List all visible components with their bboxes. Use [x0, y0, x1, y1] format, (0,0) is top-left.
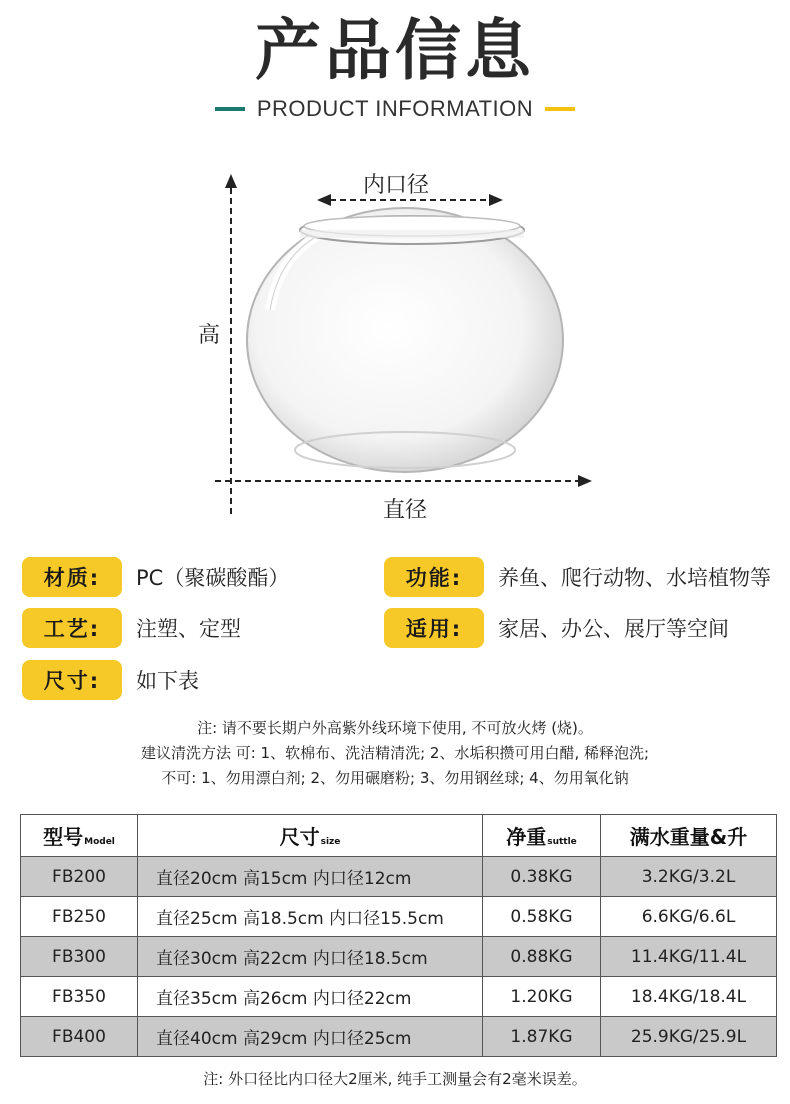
cell-size: 直径25cm 高18.5cm 内口径15.5cm	[138, 897, 483, 937]
table-row	[21, 1017, 777, 1057]
spec-size	[22, 660, 199, 700]
cell-net-weight: 0.88KG	[483, 937, 601, 977]
cell-net-weight: 1.20KG	[483, 977, 601, 1017]
care-notes	[0, 716, 790, 791]
size-value: 如下表	[136, 669, 199, 693]
subtitle-row	[0, 94, 790, 124]
cell-full-weight: 3.2KG/3.2L	[601, 857, 777, 897]
table-row	[21, 977, 777, 1017]
table-row	[21, 857, 777, 897]
column-header-model: 型号Model	[21, 815, 138, 857]
diameter-dimension-line	[215, 475, 592, 487]
material-value: PC（聚碳酸酯）	[136, 566, 290, 590]
page-title: 产品信息	[255, 12, 535, 89]
cell-full-weight: 6.6KG/6.6L	[601, 897, 777, 937]
process-pill: 工艺:	[22, 608, 122, 648]
table-row	[21, 897, 777, 937]
footer-note: 注: 外口径比内口径大2厘米, 纯手工测量会有2毫米误差。	[203, 1070, 587, 1088]
size-pill: 尺寸:	[22, 660, 122, 700]
cell-net-weight: 0.38KG	[483, 857, 601, 897]
cell-net-weight: 0.58KG	[483, 897, 601, 937]
cell-model: FB350	[21, 977, 138, 1017]
cell-full-weight: 11.4KG/11.4L	[601, 937, 777, 977]
column-header-size: 尺寸size	[138, 815, 483, 857]
care-note-line: 建议清洗方法 可: 1、软棉布、洗洁精清洗; 2、水垢积攒可用白醋, 稀释泡洗;	[140, 744, 650, 762]
cell-size: 直径35cm 高26cm 内口径22cm	[138, 977, 483, 1017]
teal-accent-bar	[215, 107, 245, 111]
cell-size: 直径20cm 高15cm 内口径12cm	[138, 857, 483, 897]
cell-full-weight: 25.9KG/25.9L	[601, 1017, 777, 1057]
care-note-line: 不可: 1、勿用漂白剂; 2、勿用碾磨粉; 3、勿用钢丝球; 4、勿用氧化钠	[161, 769, 629, 787]
table-header-row	[21, 815, 777, 857]
spec-usage	[384, 608, 729, 648]
column-header-full-weight: 满水重量&升	[601, 815, 777, 857]
function-value: 养鱼、爬行动物、水培植物等	[498, 566, 771, 590]
cell-size: 直径40cm 高29cm 内口径25cm	[138, 1017, 483, 1057]
cell-model: FB400	[21, 1017, 138, 1057]
column-header-net-weight: 净重suttle	[483, 815, 601, 857]
function-pill: 功能:	[384, 557, 484, 597]
usage-pill: 适用:	[384, 608, 484, 648]
material-pill: 材质:	[22, 557, 122, 597]
spec-process	[22, 608, 241, 648]
care-note-line: 注: 请不要长期户外高紫外线环境下使用, 不可放火烤 (烧)。	[197, 719, 593, 737]
cell-net-weight: 1.87KG	[483, 1017, 601, 1057]
cell-model: FB250	[21, 897, 138, 937]
page-subtitle: PRODUCT INFORMATION	[256, 96, 534, 121]
inner-diameter-label: 内口径	[363, 173, 430, 198]
spec-function	[384, 557, 771, 597]
spec-material	[22, 557, 289, 597]
product-diagram	[0, 160, 790, 530]
fishbowl-illustration	[0, 160, 790, 530]
fishbowl-body	[247, 208, 563, 472]
diameter-label: 直径	[383, 498, 428, 523]
cell-model: FB300	[21, 937, 138, 977]
cell-size: 直径30cm 高22cm 内口径18.5cm	[138, 937, 483, 977]
yellow-accent-bar	[545, 107, 575, 111]
usage-value: 家居、办公、展厅等空间	[498, 617, 729, 641]
height-label: 高	[198, 323, 221, 348]
size-table	[20, 814, 777, 1057]
height-dimension-line	[225, 174, 237, 518]
process-value: 注塑、定型	[136, 617, 241, 641]
cell-full-weight: 18.4KG/18.4L	[601, 977, 777, 1017]
table-row	[21, 937, 777, 977]
cell-model: FB200	[21, 857, 138, 897]
